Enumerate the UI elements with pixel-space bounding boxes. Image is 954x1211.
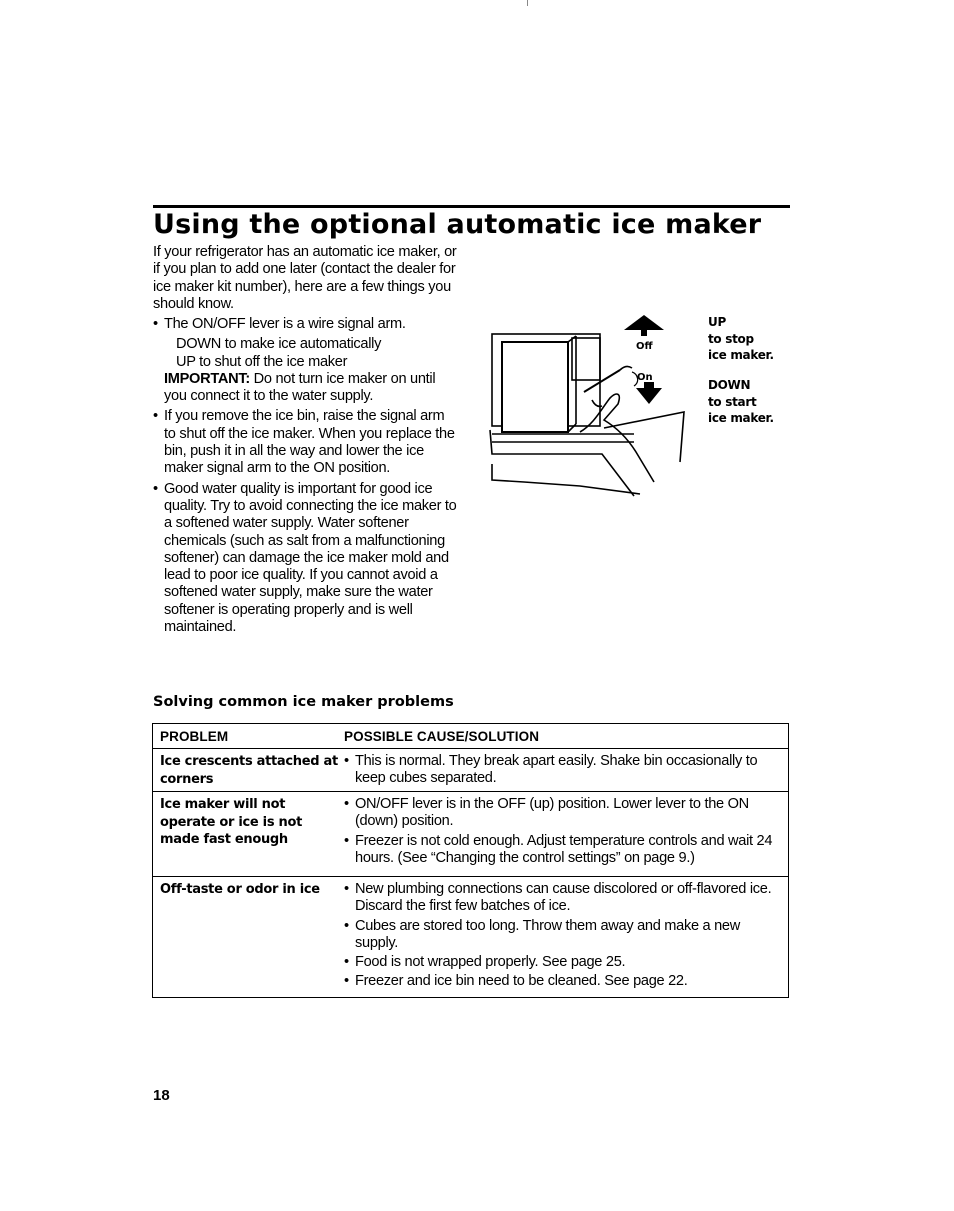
down-arrow-icon [636,388,662,404]
up-text-1: to stop [708,331,754,346]
solution-cell [344,749,786,790]
ice-bin [490,430,634,496]
problem-cell: Ice maker will not operate or ice is not made fast enough [160,797,302,847]
solution-item: • Freezer and ice bin need to be cleaned. See page 22. [344,973,786,990]
scan-mark [527,0,528,6]
solution-item: • Food is not wrapped properly. See page 25. [344,954,786,971]
arm-tip [620,366,632,370]
problems-table [152,723,789,998]
up-title: UP [708,315,726,329]
table-row [153,749,788,792]
up-caption [708,314,774,364]
down-title: DOWN [708,378,751,392]
on-label: On [637,372,653,383]
problem-cell: Off-taste or odor in ice [160,882,320,897]
header-solution: POSSIBLE CAUSE/SOLUTION [344,729,540,744]
ice-maker-illustration [484,312,708,500]
solution-item: • Cubes are stored too long. Throw them away and make a new supply. [344,918,786,953]
problem-cell: Ice crescents attached at corners [160,754,338,787]
up-text-2: ice maker. [708,348,774,362]
table-row [153,877,788,998]
bullet-signal-arm: • The ON/OFF lever is a wire signal arm. [153,316,458,333]
intro-paragraph: If your refrigerator has an automatic ice maker, or if you plan to add one later (contact the dealer for ice maker kit number), here are a few things you should know. [153,244,457,312]
bin-lip [604,412,684,462]
up-arrow-icon [624,315,664,330]
off-label: Off [636,341,653,352]
bullet-remove-bin: • If you remove the ice bin, raise the signal arm to shut off the ice maker. When you replace the bin, push it in all the way and lower the ice maker signal arm to the ON position. [153,408,458,477]
important-text: Do not turn ice maker on until you connect it to the water supply. [164,370,436,405]
hand [580,394,654,482]
down-text-1: to start [708,394,757,409]
up-instruction: UP to shut off the ice maker [176,353,348,370]
problems-subheading: Solving common ice maker problems [153,694,454,710]
table-row [153,792,788,877]
instructions-column [153,316,458,639]
solution-item: • Freezer is not cold enough. Adjust temperature controls and wait 24 hours. (See “Changing the control settings” on page 9.) [344,833,786,868]
solution-cell [344,792,786,869]
down-text-2: ice maker. [708,411,774,425]
important-label: IMPORTANT: [164,370,250,387]
table-header-row [153,724,788,749]
ice-maker-body [502,342,568,432]
page-title: Using the optional automatic ice maker [153,209,762,240]
signal-arm [584,370,620,392]
solution-item: • New plumbing connections can cause discolored or off-flavored ice. Discard the first few batches of ice. [344,881,786,916]
bullet-water-quality: • Good water quality is important for good ice quality. Try to avoid connecting the ice maker to a softened water supply. Water softener chemicals (such as salt from a malfunctioning softener) can damage the ice maker mold and lead to poor ice quality. If you cannot avoid a softened water supply, make sure the water softener is operating properly and is well maintained. [153,481,458,637]
solution-item: • This is normal. They break apart easily. Shake bin occasionally to keep cubes separated. [344,753,786,788]
page-number: 18 [153,1087,170,1104]
solution-item: • ON/OFF lever is in the OFF (up) position. Lower lever to the ON (down) position. [344,796,786,831]
header-problem: PROBLEM [160,729,229,744]
solution-cell [344,877,786,993]
down-caption [708,377,774,427]
header-rule [153,205,790,208]
important-note [153,371,458,406]
down-instruction: DOWN to make ice automatically [176,336,382,353]
